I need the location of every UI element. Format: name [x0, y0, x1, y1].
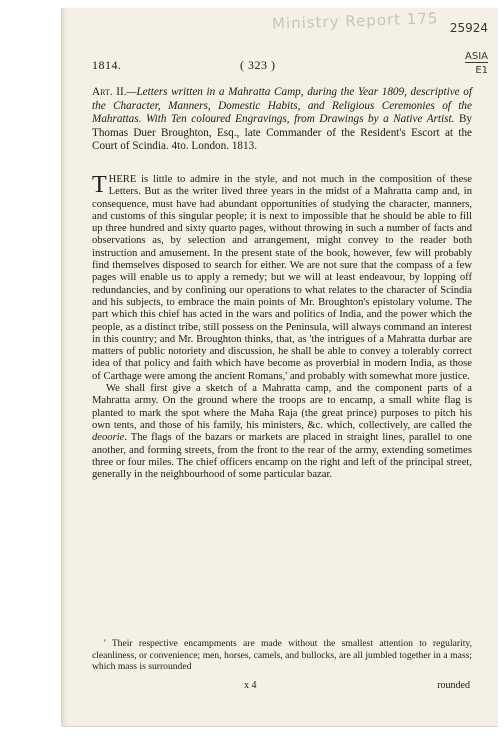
paragraph-2: [92, 383, 472, 481]
drop-cap: T: [92, 172, 107, 198]
page-number: ( 323 ): [240, 58, 276, 72]
footnote: [92, 638, 472, 673]
footnote-text: ' Their respective encampments are made without the smallest attention to regularity, cleanliness, or convenience; men, horses, camels, and bullocks, are all jumbled together in a mass; which mass is surrounded: [92, 638, 472, 673]
article-author: By Thomas Duer Broughton, Esq., late Commander of the Resident's Escort at the Court of Scindia. 4to. London. 1813.: [92, 113, 472, 153]
article-number: Art. II.: [92, 86, 127, 98]
header-year: 1814.: [92, 58, 122, 72]
catchword: rounded: [437, 680, 470, 691]
paragraph-2-text-a: We shall first give a sketch of a Mahratta camp, and the component parts of a Mahratta army. On the ground where the troops are to encamp, a small white flag is planted to mark the spot where the Maha Raja (the great prince) purposes to pitch his own tents, and those of his family, his ministers, &c. which, collectively, are called the: [92, 383, 472, 431]
article-heading: [92, 86, 472, 154]
catalog-number: 25924: [449, 21, 488, 35]
shelf-sub-mark: E1: [475, 65, 488, 76]
shelf-mark: ASIA: [465, 51, 488, 62]
paragraph-2-text-b: . The flags of the bazars or markets are placed in straight lines, parallel to one another, and forming streets, from the front to the rear of the army, extending sometimes three or four miles. The chief officers encamp on the right and left of the principal street, generally in the neighbourhood of some particular bazar.: [92, 432, 472, 481]
paragraph-2-italic-word: deoorie: [92, 432, 125, 444]
paragraph-1: [92, 174, 472, 383]
pencil-annotation: Ministry Report 175: [271, 9, 439, 33]
signature-mark: x 4: [244, 680, 257, 691]
catalog-marks: [424, 22, 488, 76]
paragraph-1-text: is little to admire in the style, and not much in the composition of these Letters. But as the writer lived three years in the midst of a Mahratta camp and, in consequence, must have had abundant opportunities of studying the character, manners, and customs of this singular people; it is next to impossible that he should be able to fill up three hundred and sixty quarto pages, without throwing in such a number of facts and observations as, by selection and arrangement, might convey to the reader both instruction and amusement. In the present state of the book, however, few will probably find themselves disposed to search for either. We are not sure that the compass of a few pages will enable us to apply a remedy; but we will at least endeavour, by lopping off redundancies, and by confining our operations to what relates to the character of Scindia and his subjects, to embrace the main points of Mr. Broughton's epistolary volume. The part which this chief has acted in the wars and politics of India, and the power which the people, as a distinct tribe, still possess on the Peninsula, will always command an interest in this country; and Mr. Broughton thinks, that, as 'the intrigues of a Mahratta durbar are matters of public notoriety and discussion, he shall be able to convey a tolerably correct idea of that policy and faith which have become as proverbial in modern India, as those of Carthage were among the ancient Romans,' and probably with somewhat more justice.: [92, 174, 472, 382]
page-sheet: [62, 8, 498, 726]
article-title: —Letters written in a Mahratta Camp, during the Year 1809, descriptive of the Character, Manners, Domestic Habits, and Religious Ceremonies of the Mahrattas. With Ten coloured Engravings, from Drawings by a Native Artist.: [92, 86, 472, 126]
first-word-rest: HERE: [108, 174, 137, 185]
body-text: [92, 174, 472, 481]
